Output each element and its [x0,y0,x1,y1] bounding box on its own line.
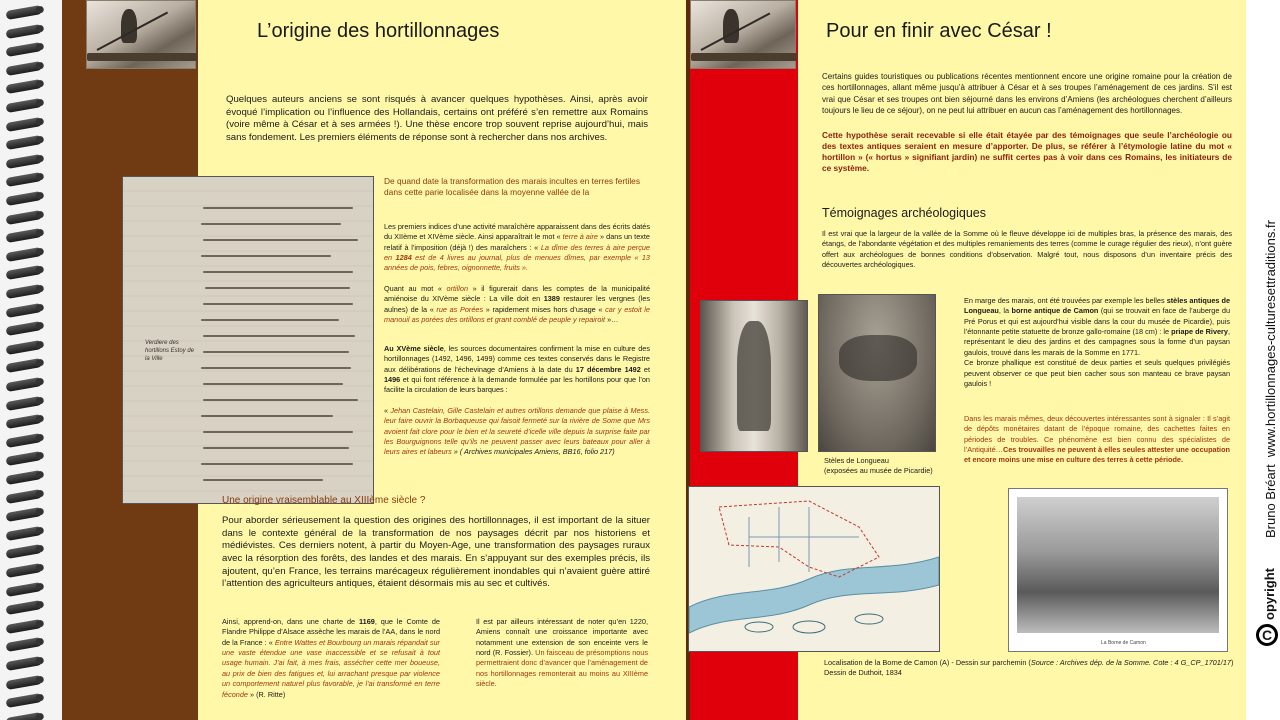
copyright-label: opyright [1262,568,1277,620]
binding-ring [5,61,42,76]
binding-ring [5,340,42,355]
binding-ring [5,712,42,720]
binding-ring [5,619,42,634]
engraving-caption: La Borne de Camon [1101,640,1146,647]
hypothesis-paragraph: Cette hypothèse serait recevable si elle était étayée par des témoignages que seule l’archéologie ou des textes antiques seraient en mesure d’apporter. De plus, se référer à l’étymologie latine du mot « hortillon » (« hortus » signifiant jardin) ne suffit certes pas à voir dans ces Romains, les initiateurs de ce système. [822,130,1232,173]
binding-ring [5,582,42,597]
steles-caption: Stèles de Longueau (exposées au musée de Picardie) [824,456,933,475]
left-page-title: L’origine des hortillonnages [257,20,500,42]
binding-ring [5,228,42,243]
stele-photo-2 [818,294,936,452]
binding-ring [5,210,42,225]
manuscript-photo [122,176,374,504]
binding-ring [5,451,42,466]
binding-ring [5,24,42,39]
left-column-1: Ainsi, apprend-on, dans une charte de 1169, que le Comte de Flandre Philippe d’Alsace assèche les marais de l’AA, dans le nord de la France : « Entre Wattes et Bourbourg un marais répandait sur une vaste étendue une vase inaccessible et se refusait à tout usage humain. J’ai fait, à mes frais, assécher cette mer boueuse, au prix de bien des fatigues et, lui arrachant presque par violence un comportement naturel plus favorable, je l’ai transformé en terre féconde » (R. Ritte) [222,617,440,699]
binding-ring [5,98,42,113]
marais-paragraph: Dans les marais mêmes, deux découvertes intéressantes sont à signaler : Il s’agit de dépôts monétaires datant de l’époque romaine, des cachettes faites en périodes de troubles. Ce phénomène est bien connu des spécialistes de l’Antiquité…Ces trouvailles ne peuvent à elles seules attester une occupation et encore moins une mise en culture des terres à cette période. [964,414,1230,465]
binding-ring [5,303,42,318]
binding-ring [5,265,42,280]
binding-ring [5,507,42,522]
right-page-title: Pour en finir avec César ! [826,20,1052,42]
manuscript-margin-note: Verdiere des hortillons Estoy de la Ville [145,340,195,363]
binding-ring [5,247,42,262]
binding-ring [5,600,42,615]
left-column-2: Il est par ailleurs intéressant de noter qu’en 1220, Amiens connaît une croissance importante avec notamment une extension de son enceinte vers le nord (R. Fossier). Un faisceau de présomptions nous permettraient donc d’avancer que l’aménagement de nos hortillonnages remonterait au moins au XIIIème siècle. [476,617,649,689]
binding-ring [5,563,42,578]
spiral-binding [0,0,62,720]
binding-ring [5,433,42,448]
binding-ring [5,154,42,169]
left-paragraph-1: Les premiers indices d’une activité maraîchère apparaissent dans des écrits datés du XIIème et XIVème siècle. Ainsi apparaîtrait le mot « terre à aire » dans un texte relatif à l’imposition (déjà !) des maraîchers : « La dîme des terres à aire perçue en 1284 est de 4 livres au journal, plus de menues dîmes, par exemple « 13 années de pois, febres, oignonnette, fruits ». [384,222,650,273]
parchment-map [688,486,940,652]
left-paragraph-4: « Jehan Castelain, Gille Castelain et autres ortillons demande que plaise à Mess. leur faire ouvrir la Borbaqueuse qui faisoit fermeté sur la rivière de Some que Mrs avoient fait clore pour le bien et la seureté d’icelle ville depuis la surprise faite par les Bourguignons telle qu’ils ne peuvent passer avec leurs bateaux pour aller à leurs aires et labeurs » ( Archives municipales Amiens, BB16, folio 217) [384,406,650,457]
binding-ring [5,526,42,541]
binding-ring [5,358,42,373]
binding-ring [5,470,42,485]
binding-ring [5,377,42,392]
manuscript-heading: De quand date la transformation des marais incultes en terres fertiles dans cette parie localisée dans la moyenne vallée de la [384,176,641,198]
binding-ring [5,42,42,57]
engraving-borne-de-camon [1008,488,1228,652]
right-intro-paragraph: Certains guides touristiques ou publications récentes mentionnent encore une origine romaine pour la création de ces hortillonnages, allant même jusqu’à attribuer à César et à ses troupes l’aménagement de ces jardins. S’il est vrai que César et ses troupes ont bien séjourné dans les environs d’Amiens (les archéologues cherchent d’ailleurs toujours le lieu de ce séjour), on ne peut lui attribuer en aucun cas l’aménagement des hortillonnages. [822,72,1232,116]
section-title: Témoignages archéologiques [822,206,986,220]
binding-ring [5,135,42,150]
binding-ring [5,544,42,559]
author-credit: Bruno Bréart www.hortillonnages-culturesettraditions.fr [1263,220,1278,538]
binding-ring [5,675,42,690]
copyright-icon: C [1256,624,1278,646]
binding-ring [5,693,42,708]
binding-ring [5,172,42,187]
stele-photo-1 [700,300,808,452]
binding-ring [5,117,42,132]
fisherman-illustration-right [690,0,796,69]
binding-ring [5,191,42,206]
left-paragraph-2: Quant au mot « ortillon » il figurerait dans les comptes de la municipalité amiénoise du XIVème siècle : La ville doit en 1389 restaurer les vergnes (les aulnes) de la « rue as Porées » rapidement mises hors d’usage « car y estoit le manouil as porées des ortillons et grant comblé de peuple y repairoit »… [384,284,651,325]
binding-ring [5,489,42,504]
fisherman-illustration-left [86,0,196,69]
binding-ring [5,414,42,429]
binding-ring [5,284,42,299]
finds-paragraph: En marge des marais, ont été trouvées par exemple les belles stèles antiques de Longueau, la borne antique de Camon (qui se trouvait en face de l’auberge du Pré Porus et qui est aujourd’hui visible dans la cour du musée de Picardie), puis l’étonnante petite statuette de bronze gallo-romaine (18 cm) : le priape de Rivery, représentant le dieu des jardins et des campagnes sous la forme d’un paysan gaulois, trouvé dans les marais de la Somme en 1771. Ce bronze phallique est constitué de deux parties et seuls quelques privilégiés peuvent observer ce que peut bien cacher sous son manteau ce brave paysan gaulois ! [964,296,1231,388]
binding-ring [5,321,42,336]
binding-ring [5,637,42,652]
archeology-intro: Il est vrai que la largeur de la vallée de la Somme où le fleuve développe ici de multiples bras, la présence des marais, des étangs, de l’abondante végétation et des multiples remaniements des terres (comme le curage régulier des rieux), n’ont guère offert aux archéologues de bonnes conditions d’observation. Malgré tout, nous disposons d’un inventaire précis des découvertes archéologiques. [822,229,1232,270]
left-intro-paragraph: Quelques auteurs anciens se sont risqués à avancer quelques hypothèses. Ainsi, après avoir évoqué l’implication ou l’influence des Hollandais, certains ont préféré s’en remettre aux Romains (voire même à César et à ses armées !). Une thèse encore trop souvent reprise aujourd’hui, mais sans fondement. Les premiers éléments de réponse sont à rechercher dans nos archives. [226,94,648,143]
binding-ring [5,656,42,671]
binding-ring [5,396,42,411]
left-body-paragraph: Pour aborder sérieusement la question des origines des hortillonnages, il est important de la situer dans le contexte général de la transformation de nos paysages décrit par nos historiens et médiévistes. Ces derniers notent, à partir du Moyen-Age, une transformation des paysages ruraux avec la résorption des forêts, des landes et des marais. En s’appuyant sur des exemples précis, ils ajoutent, qu’en France, les terrains marécageux régulièrement inondables qui n’avaient guère attiré l’attention des agriculteurs antiques, étaient désormais mis au sec et cultivés. [222,515,650,590]
left-paragraph-3: Au XVème siècle, les sources documentaires confirment la mise en culture des hortillonnages (1492, 1496, 1499) comme ces textes conservés dans le Registre aux délibérations de l’échevinage d’Amiens à la date du 17 décembre 1492 et 1496 et qui font référence à la demande formulée par les hortillons pour que l’on facilite la circulation de leurs barques : [384,344,650,395]
left-subheading: Une origine vraisemblable au XIIIème siècle ? [222,495,426,506]
map-drawing [689,487,939,651]
map-caption: Localisation de la Borne de Camon (A) - Dessin sur parchemin (Source : Archives dép. de la Somme. Cote : 4 G_CP_1701/17) Dessin de Duthoit, 1834 [824,658,1234,677]
binding-ring [5,79,42,94]
binding-ring [5,5,42,20]
